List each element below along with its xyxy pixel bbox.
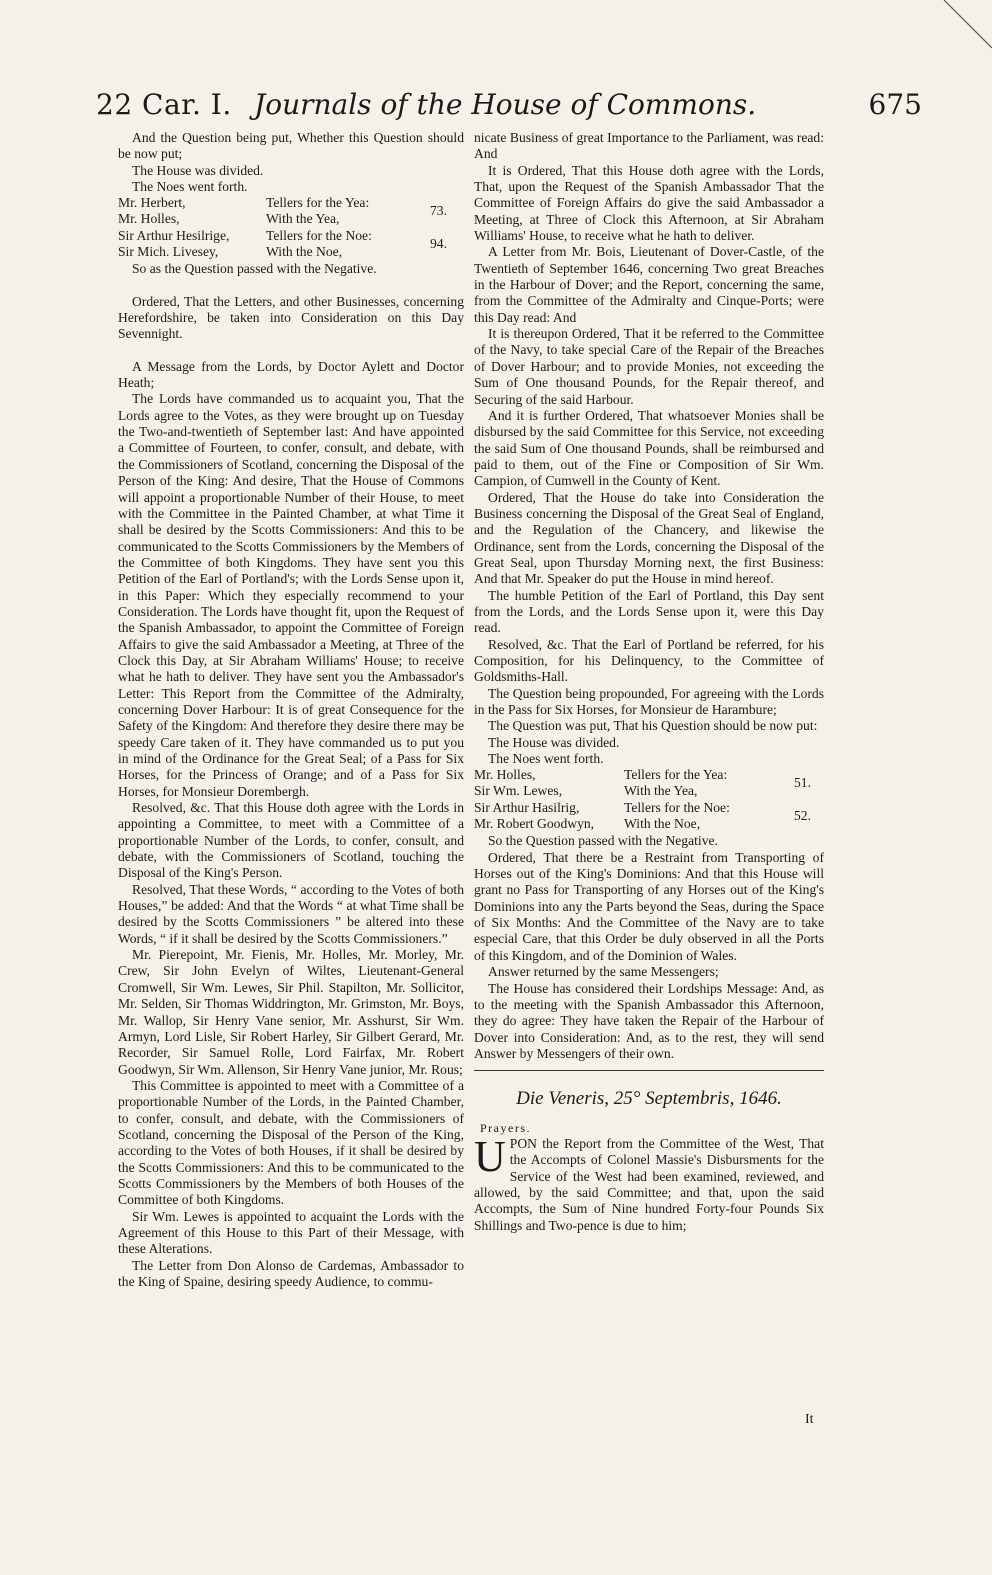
paragraph: The Letter from Don Alonso de Cardemas, Ambassador to the King of Spaine, desiring speedy Audience, to commu- [118,1257,464,1289]
paragraph: The House was divided. [488,734,620,750]
teller-row [118,195,464,211]
vote-count: 52. [794,808,811,824]
paragraph: The Noes went forth. [488,751,604,767]
paragraph: So the Question passed with the Negative. [488,833,718,849]
left-column [118,130,464,1290]
paragraph: The Noes went forth. [132,179,248,195]
paragraph: The Lords have commanded us to acquaint you, That the Lords agree to the Votes, as they were brought up on Tuesday the Two-and-twentieth of September last: And have appointed a Committee of Fourteen, to confer, consult, and debate, with the Commissioners of Scotland, concerning the Disposal of the Person of the King: And desire, That the House of Commons will appoint a proportionable Number of their House, to meet with the Committee in the Painted Chamber, at what Time it shall be desired by the Scotts Commissioners: And this to be communicated to the Scotts Commissioners by the Members of the Committee of both Kingdoms. They have sent you this Petition of the Earl of Portland's; with the Lords Sense upon it, in this Paper: Which they especially recommend to your Consideration. The Lords have thought fit, upon the Request of the Spanish Ambassador, to appoint the Committee of Foreign Affairs to give the said Ambassador a Meeting, at Three of the Clock this Day, at Sir Abraham Williams' House; to receive what he hath to deliver. They have sent you the Ambassador's Letter: This Report from the Committee of the Admiralty, concerning Dover Harbour: It is of great Consequence for the Safety of the Kingdom: And therefore they desire there may be speedy Care taken of it. They have commanded us to put you in mind of the Ordinance for the Great Seal; of a Pass for Six Horses, for the Princess of Orange; and of a Pass for Six Horses, for Monsieur Dorembergh. [118,391,464,799]
teller-role: With the Yea, [624,783,698,799]
teller-role: With the Yea, [266,211,340,227]
teller-row [474,767,824,783]
teller-row [474,800,824,816]
paragraph: A Letter from Mr. Bois, Lieutenant of Dover-Castle, of the Twentieth of September 1646, concerning Two great Breaches in the Harbour of Dover; and the Report, concerning the same, from the Committee of the Admiralty and Cinque-Ports; were this Day read: And [474,244,824,325]
teller-role: Tellers for the Noe: [624,800,730,816]
teller-role: Tellers for the Yea: [266,195,370,211]
paragraph: Resolved, That these Words, “ according to the Votes of both Houses,” be added: And that the Words “ at what Time shall be desired by the Scotts Commissioners ” be altered into these Words, “ if it shall be desired by the Scotts Commissioners.” [118,881,464,946]
drop-cap: U [474,1131,506,1181]
paragraph: Ordered, That the House do take into Consideration the Business concerning the Disposal of the Great Seal of England, and the Regulation of the Chancery, and likewise the Ordinance, sent from the Lords, concerning the Disposal of the Great Seal, upon Thursday Morning next, the first Business: And that Mr. Speaker do put the House in mind hereof. [474,489,824,587]
division-tellers [118,195,464,261]
teller-role: Tellers for the Yea: [624,767,728,783]
division-tellers [474,767,824,833]
teller-name: Sir Mich. Livesey, [118,244,219,260]
paragraph: The Question was put, That his Question should be now put: [488,718,818,734]
vote-count: 73. [430,203,447,219]
paragraph: A Message from the Lords, by Doctor Aylett and Doctor Heath; [118,358,464,391]
journal-title: Journals of the House of Commons. [254,88,757,121]
teller-name: Sir Arthur Hesilrige, [118,228,230,244]
vote-count: 51. [794,775,811,791]
vote-count: 94. [430,236,447,252]
paragraph: And the Question being put, Whether this Question should be now put; [118,130,464,162]
paragraph: Resolved, &c. That the Earl of Portland be referred, for his Composition, for his Delinquency, to the Committee of Goldsmiths-Hall. [474,636,824,685]
catchword: It [805,1412,814,1427]
page-number: 675 [868,88,922,121]
paragraph: Ordered, That the Letters, and other Businesses, concerning Herefordshire, be taken into Consideration on this Day Sevennight. [118,293,464,342]
paragraph: Answer returned by the same Messengers; [488,964,719,980]
paragraph: The House was divided. [132,162,264,178]
paragraph: Resolved, &c. That this House doth agree with the Lords in appointing a Committee, to meet with a Committee of a proportionable Number of the Lords, to confer, consult, and debate, with the Commissioners of Scotland, touching the Disposal of the King's Person. [118,800,464,881]
teller-role: With the Noe, [266,244,343,260]
running-header [96,88,926,128]
teller-row [118,228,464,244]
teller-name: Mr. Holles, [474,767,536,783]
paragraph: Ordered, That there be a Restraint from Transporting of Horses out of the King's Dominions: And that this House will grant no Pass for Transporting of any Horses out of the King's Dominions into any the Parts beyond the Seas, during the Space of Six Months: And the Committee of the Navy are to take especial Care, that this Order be duly observed in all the Ports of this Kingdom, and of the Dominion of Wales. [474,849,824,963]
right-column [474,130,824,1234]
paragraph: The humble Petition of the Earl of Portland, this Day sent from the Lords, and the Lords Sense upon it, were this Day read. [474,587,824,636]
teller-name: Mr. Holles, [118,211,180,227]
paragraph: It is thereupon Ordered, That it be referred to the Committee of the Navy, to take special Care of the Repair of the Breaches of Dover Harbour; and to provide Monies, not exceeding the Sum of One thousand Pounds, for the Repair thereof, and Securing of the said Harbour. [474,326,824,407]
teller-name: Mr. Herbert, [118,195,186,211]
regnal-year: 22 Car. I. [96,88,232,121]
paragraph: This Committee is appointed to meet with a Committee of a proportionable Number of the Lords, in the Painted Chamber, to confer, consult, and debate, with the Commissioners of Scotland, concerning the Disposal of the Person of the King, according to the Votes of both Houses, if it shall be desired by the Scotts Commissioners: And this to be communicated to the Scotts Commissioners by the Members of both Houses of the Committee of both Kingdoms. [118,1077,464,1208]
paragraph: The House has considered their Lordships Message: And, as to the meeting with the Spanish Ambassador this Afternoon, they do agree: They have taken the Repair of the Harbour of Dover into Consideration: And, as to the rest, they will send Answer by Messengers of their own. [474,980,824,1061]
teller-role: With the Noe, [624,816,701,832]
paragraph: The Question being propounded, For agreeing with the Lords in the Pass for Six Horses, for Monsieur de Harambure; [474,685,824,718]
paragraph: And it is further Ordered, That whatsoever Monies shall be disbursed by the said Committee for this Service, not exceeding the said Sum of One thousand Pounds, shall be reimbursed and paid to them, out of the Fine or Composition of Sir Wm. Campion, of Cumwell in the County of Kent. [474,407,824,489]
paragraph: nicate Business of great Importance to the Parliament, was read: And [474,130,824,162]
paragraph: Mr. Pierepoint, Mr. Fienis, Mr. Holles, Mr. Morley, Mr. Crew, Sir John Evelyn of Wiltes, Lieutenant-General Cromwell, Sir Wm. Lewes, Sir Phil. Stapilton, Mr. Sollicitor, Mr. Selden, Sir Thomas Widdrington, Mr. Grimston, Mr. Boys, Mr. Wallop, Sir Henry Vane senior, Mr. Asshurst, Sir Wm. Armyn, Lord Lisle, Sir Robert Harley, Sir Gilbert Gerard, Mr. Recorder, Sir Samuel Rolle, Lord Fairfax, Mr. Robert Goodwyn, Sir Wm. Allenson, Sir Henry Vane junior, Mr. Rous; [118,947,464,1077]
teller-name: Sir Wm. Lewes, [474,783,563,799]
paragraph [474,1131,824,1234]
folded-corner-mark [922,0,992,70]
paragraph-text: PON the Report from the Committee of the West, That the Accompts of Colonel Massie's Disbursments for the Service of the West had been examined, reviewed, and allowed, by the said Committee; and that, upon the said Accompts, the Sum of Nine hundred Forty-four Pounds Six Shillings and Two-pence is due to him; [474,1135,824,1233]
teller-role: Tellers for the Noe: [266,228,372,244]
prayers-heading: Prayers. [480,1120,531,1135]
day-heading: Die Veneris, 25° Septembris, 1646. [516,1088,782,1110]
paragraph: Sir Wm. Lewes is appointed to acquaint the Lords with the Agreement of this House to this Part of their Message, with these Alterations. [118,1208,464,1257]
paragraph: So as the Question passed with the Negative. [132,261,377,277]
paragraph: It is Ordered, That this House doth agree with the Lords, That, upon the Request of the Spanish Ambassador That the Committee of Foreign Affairs do give the said Ambassador a Meeting, at Three of Clock this Afternoon, at Sir Abraham Williams' House, to receive what he hath to deliver. [474,162,824,244]
section-divider [474,1070,824,1071]
teller-name: Sir Arthur Hasilrig, [474,800,580,816]
teller-name: Mr. Robert Goodwyn, [474,816,595,832]
